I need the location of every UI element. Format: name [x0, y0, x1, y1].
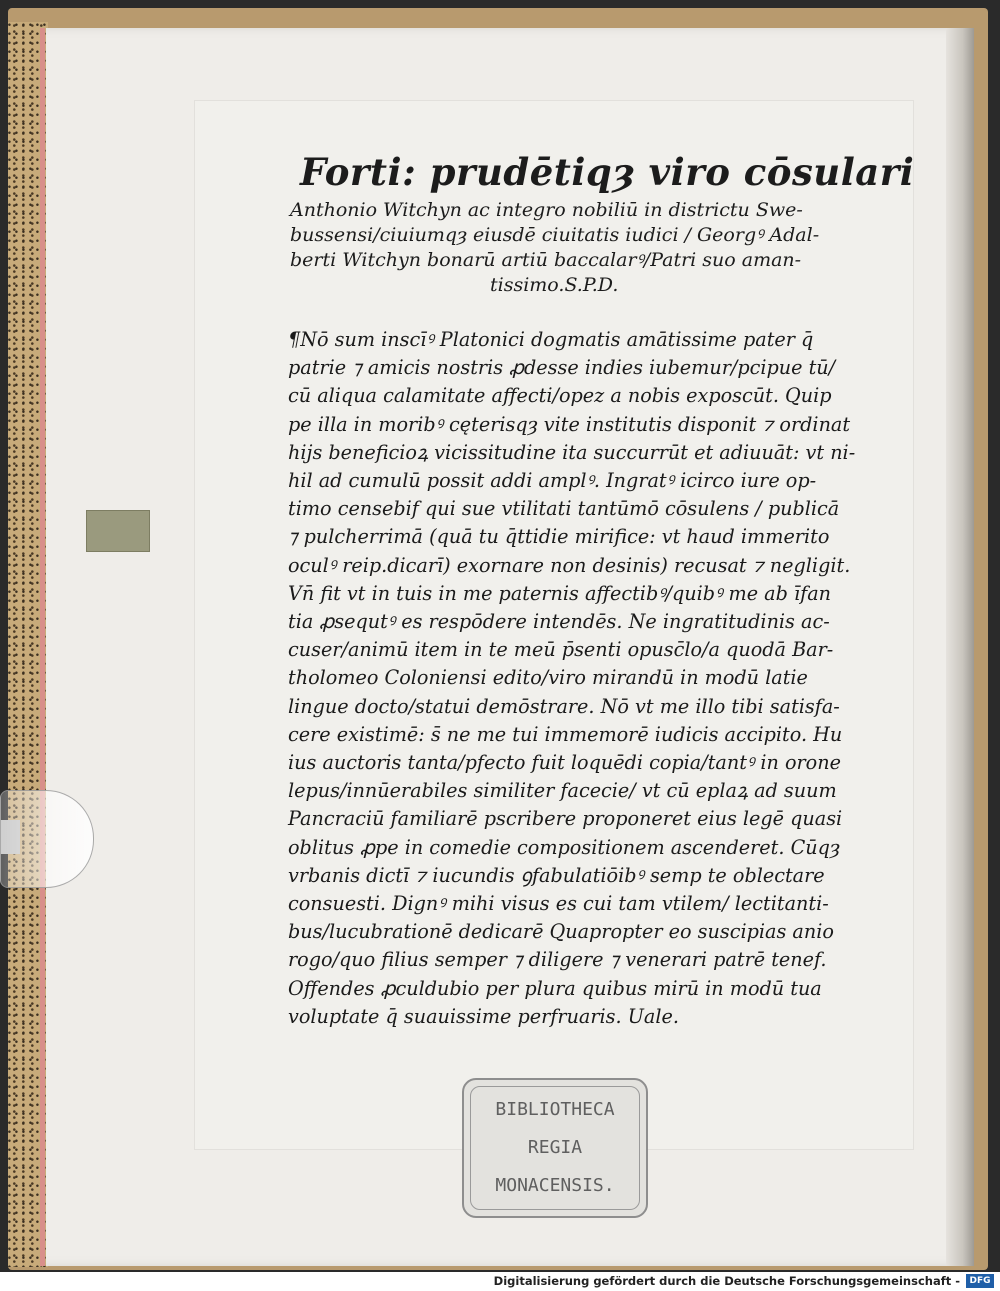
text-line: lepus/innūerabiles similiter facecie/ vt cū eplaꝝ ad suum: [288, 779, 837, 803]
page-gutter: [946, 28, 974, 1266]
text-line: oblitus ꝓpe in comedie compositionem ascenderet. Cūqȝ: [288, 835, 840, 859]
text-line: voluptate q̄ suauissime perfruaris. Uale.: [288, 1004, 679, 1028]
text-line: Vn̄ fit vt in tuis in me paternis affectibꝰ/quibꝰ me ab īfan: [288, 581, 832, 605]
dedication-address: [290, 198, 858, 298]
text-line: consuesti. Dignꝰ mihi visus es cui tam vtilem/ lectitanti-: [288, 892, 829, 916]
funding-notice: Digitalisierung gefördert durch die Deutsche Forschungsgemeinschaft -: [493, 1274, 960, 1288]
text-line: oculꝰ reip.dicarī) exornare non desinis) recusat ⁊ negligit.: [288, 553, 851, 577]
text-line: tholomeo Coloniensi edito/viro mirandū in modū latie: [288, 666, 808, 690]
text-line: patrie ⁊ amicis nostris ꝓdesse indies iubemur/pcipue tū/: [288, 356, 836, 380]
address-line: berti Witchyn bonarū artiū baccalarꝰ/Patri suo aman-: [290, 249, 802, 271]
text-line: bus/lucubrationē dedicarē Quapropter eo suscipias anio: [288, 920, 834, 944]
text-line: ¶Nō sum inscīꝰ Platonici dogmatis amātissime pater q̄: [288, 328, 814, 351]
stamp-line: BIBLIOTHECA: [495, 1099, 615, 1120]
address-line: Anthonio Witchyn ac integro nobiliū in districtu Swe-: [290, 199, 803, 221]
text-line: tia ꝓsequtꝰ es respōdere intendēs. Ne ingratitudinis ac-: [288, 610, 830, 634]
stamp-line: MONACENSIS.: [495, 1175, 615, 1196]
text-line: lingue docto/statui demōstrare. Nō vt me illo tibi satisfa-: [288, 694, 840, 718]
library-stamp-inner: [470, 1086, 640, 1210]
library-stamp: [462, 1078, 648, 1218]
paper-bookmark-slip: [86, 510, 150, 552]
text-line: cere existimē: s̄ ne me tui immemorē iudicis accipito. Hu: [288, 722, 843, 746]
text-line: Pancraciū familiarē pscribere proponeret eius legē quasi: [288, 807, 843, 831]
text-line: timo censebif qui sue vtilitati tantūmō cōsulens / publicā: [288, 497, 840, 521]
address-line-closing: tissimo.S.P.D.: [490, 274, 619, 296]
text-line: Offendes ꝓculdubio per plura quibus mirū in modū tua: [288, 976, 822, 1000]
text-line: vrbanis dictī ⁊ iucundis ꝯfabulatiōibꝰ semp te oblectare: [288, 863, 825, 887]
text-line: cuser/animū item in te meū p̄senti opusc̄lo/a quodā Bar-: [288, 638, 834, 662]
text-line: pe illa in moribꝰ cęterisqȝ vite institutis disponit ⁊ ordinat: [288, 412, 851, 436]
dedication-title: Forti: prudētiqȝ viro cōsulari: [300, 150, 915, 194]
red-page-edge: [40, 28, 45, 1266]
footer-bar: [0, 1272, 1000, 1291]
text-line: cū aliqua calamitate affecti/opez a nobis exposcūt. Quip: [288, 384, 832, 408]
dedication-heading: [290, 150, 915, 298]
text-line: hijs beneficioꝝ vicissitudine ita succurrūt et adiuuāt: vt ni-: [288, 440, 856, 464]
transparent-page-clip: [0, 790, 94, 888]
dfg-logo-icon: DFG: [966, 1274, 994, 1288]
letter-body: [288, 326, 858, 1031]
text-line: hil ad cumulū possit addi amplꝰ. Ingratꝰ icirco iure op-: [288, 469, 817, 493]
text-line: ius auctoris tanta/pfecto fuit loquēdi copia/tantꝰ in orone: [288, 751, 841, 775]
text-line: rogo/quo filius semper ⁊ diligere ⁊ venerari patrē tenef.: [288, 948, 827, 972]
address-line: bussensi/ciuiumqȝ eiusdē ciuitatis iudici / Georgꝰ Adal-: [290, 224, 820, 246]
text-line: ⁊ pulcherrimā (quā tu q̄ttidie mirifice: vt haud immerito: [288, 525, 830, 549]
stamp-line: REGIA: [527, 1137, 583, 1158]
